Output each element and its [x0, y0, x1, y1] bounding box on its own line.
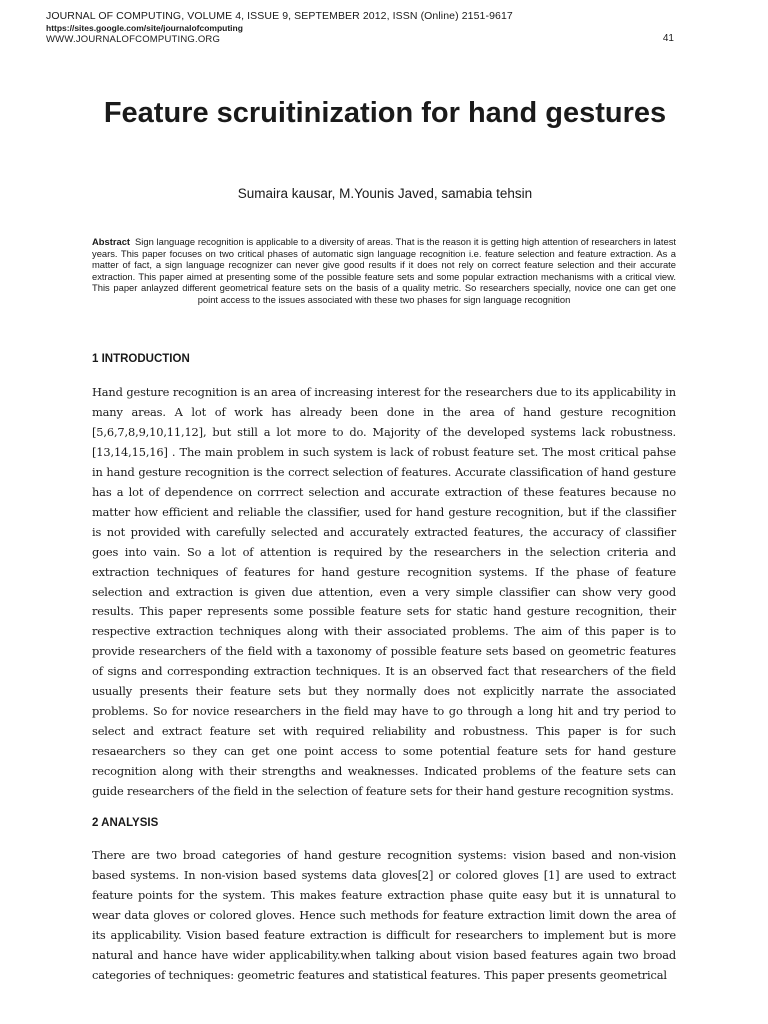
- running-header: [46, 10, 686, 45]
- abstract-text: Sign language recognition is applicable to a diversity of areas. That is the reason it is getting high attention of researchers in latest years. This paper focuses on two critical phases of automatic sign language recognition i.e. feature selection and feature extraction. As a matter of fact, a sign language recognizer can never give good results if it does not rely on correct feature selection and their accurate extraction. This paper aimed at presenting some of the possible feature sets and some popular extraction mechanisms with a critical view. This paper anlayzed different geometrical feature sets on the basis of a quality metric. So researchers specially, novice one can get one point access to the issues associated with these two phases for sign language recognition: [92, 236, 676, 305]
- journal-url: https://sites.google.com/site/journalofcomputing: [46, 23, 243, 33]
- abstract-label: Abstract: [92, 236, 131, 247]
- paper-title: Feature scruitinization for hand gestures: [103, 97, 667, 129]
- section-heading-introduction: 1 INTRODUCTION: [92, 353, 190, 365]
- section-body-analysis: There are two broad categories of hand gesture recognition systems: vision based and non-vision based systems. In non-vision based systems data gloves[2] or colored gloves [1] are used to extract feature points for the system. This makes feature extraction phase quite easy but it is unnatural to wear data gloves or colored gloves. Hence such methods for feature extraction limit down the area of its applicability. Vision based feature extraction is difficult for researchers to implement but is more natural and hance have wider applicability.when talking about vision based features again two broad categories of techniques: geometric features and statistical features. This paper presents geometrical: [92, 848, 676, 982]
- abstract: [92, 236, 676, 306]
- section-body-introduction: Hand gesture recognition is an area of increasing interest for the researchers due to its applicability in many areas. A lot of work has already been done in the area of hand gesture recognition [5,6,7,8,9,10,11,12], but still a lot more to do. Majority of the developed systems lack robustness. [13,14,15,16] . The main problem in such system is lack of robust feature set. The most critical pahse in hand gesture recognition is the correct selection of features. Accurate classification of hand gesture has a lot of dependence on corrrect selection and accurate extraction of these features because no matter how efficient and reliable the classifier, used for hand gesture recognition, but if the classifier is not provided with carefully selected and accurately extracted features, the accuracy of classifier goes into vain. So a lot of attention is required by the researchers in the selection criteria and extraction techniques of features for hand gesture recognition systems. If the phase of feature selection and extraction is given due attention, even a very simple classifier can show very good results. This paper represents some possible feature sets for static hand gesture recognition, their respective extraction techniques along with their associated problems. The aim of this paper is to provide researchers of the field with a taxonomy of possible feature sets based on geometric features of signs and corresponding extraction techniques. It is an observed fact that researchers of the field usually presents their feature sets but they normally does not explicitly narrate the associated problems. So for novice researchers in the field may have to go through a long hit and try period to select and extract feature set with required reliability and robustness. This paper is for such resaearchers so they can get one point access to some potential feature sets for hand gesture recognition along with their strengths and weaknesses. Indicated problems of the feature sets can guide researchers of the field in the selection of feature sets for their hand gesture recognition systms.: [92, 385, 676, 799]
- paper-authors: Sumaira kausar, M.Younis Javed, samabia tehsin: [237, 186, 533, 201]
- section-heading-analysis: 2 ANALYSIS: [92, 817, 159, 829]
- journal-website: WWW.JOURNALOFCOMPUTING.ORG: [46, 34, 221, 45]
- journal-citation: JOURNAL OF COMPUTING, VOLUME 4, ISSUE 9, SEPTEMBER 2012, ISSN (Online) 2151-9617: [46, 10, 513, 22]
- page-number: 41: [662, 33, 674, 44]
